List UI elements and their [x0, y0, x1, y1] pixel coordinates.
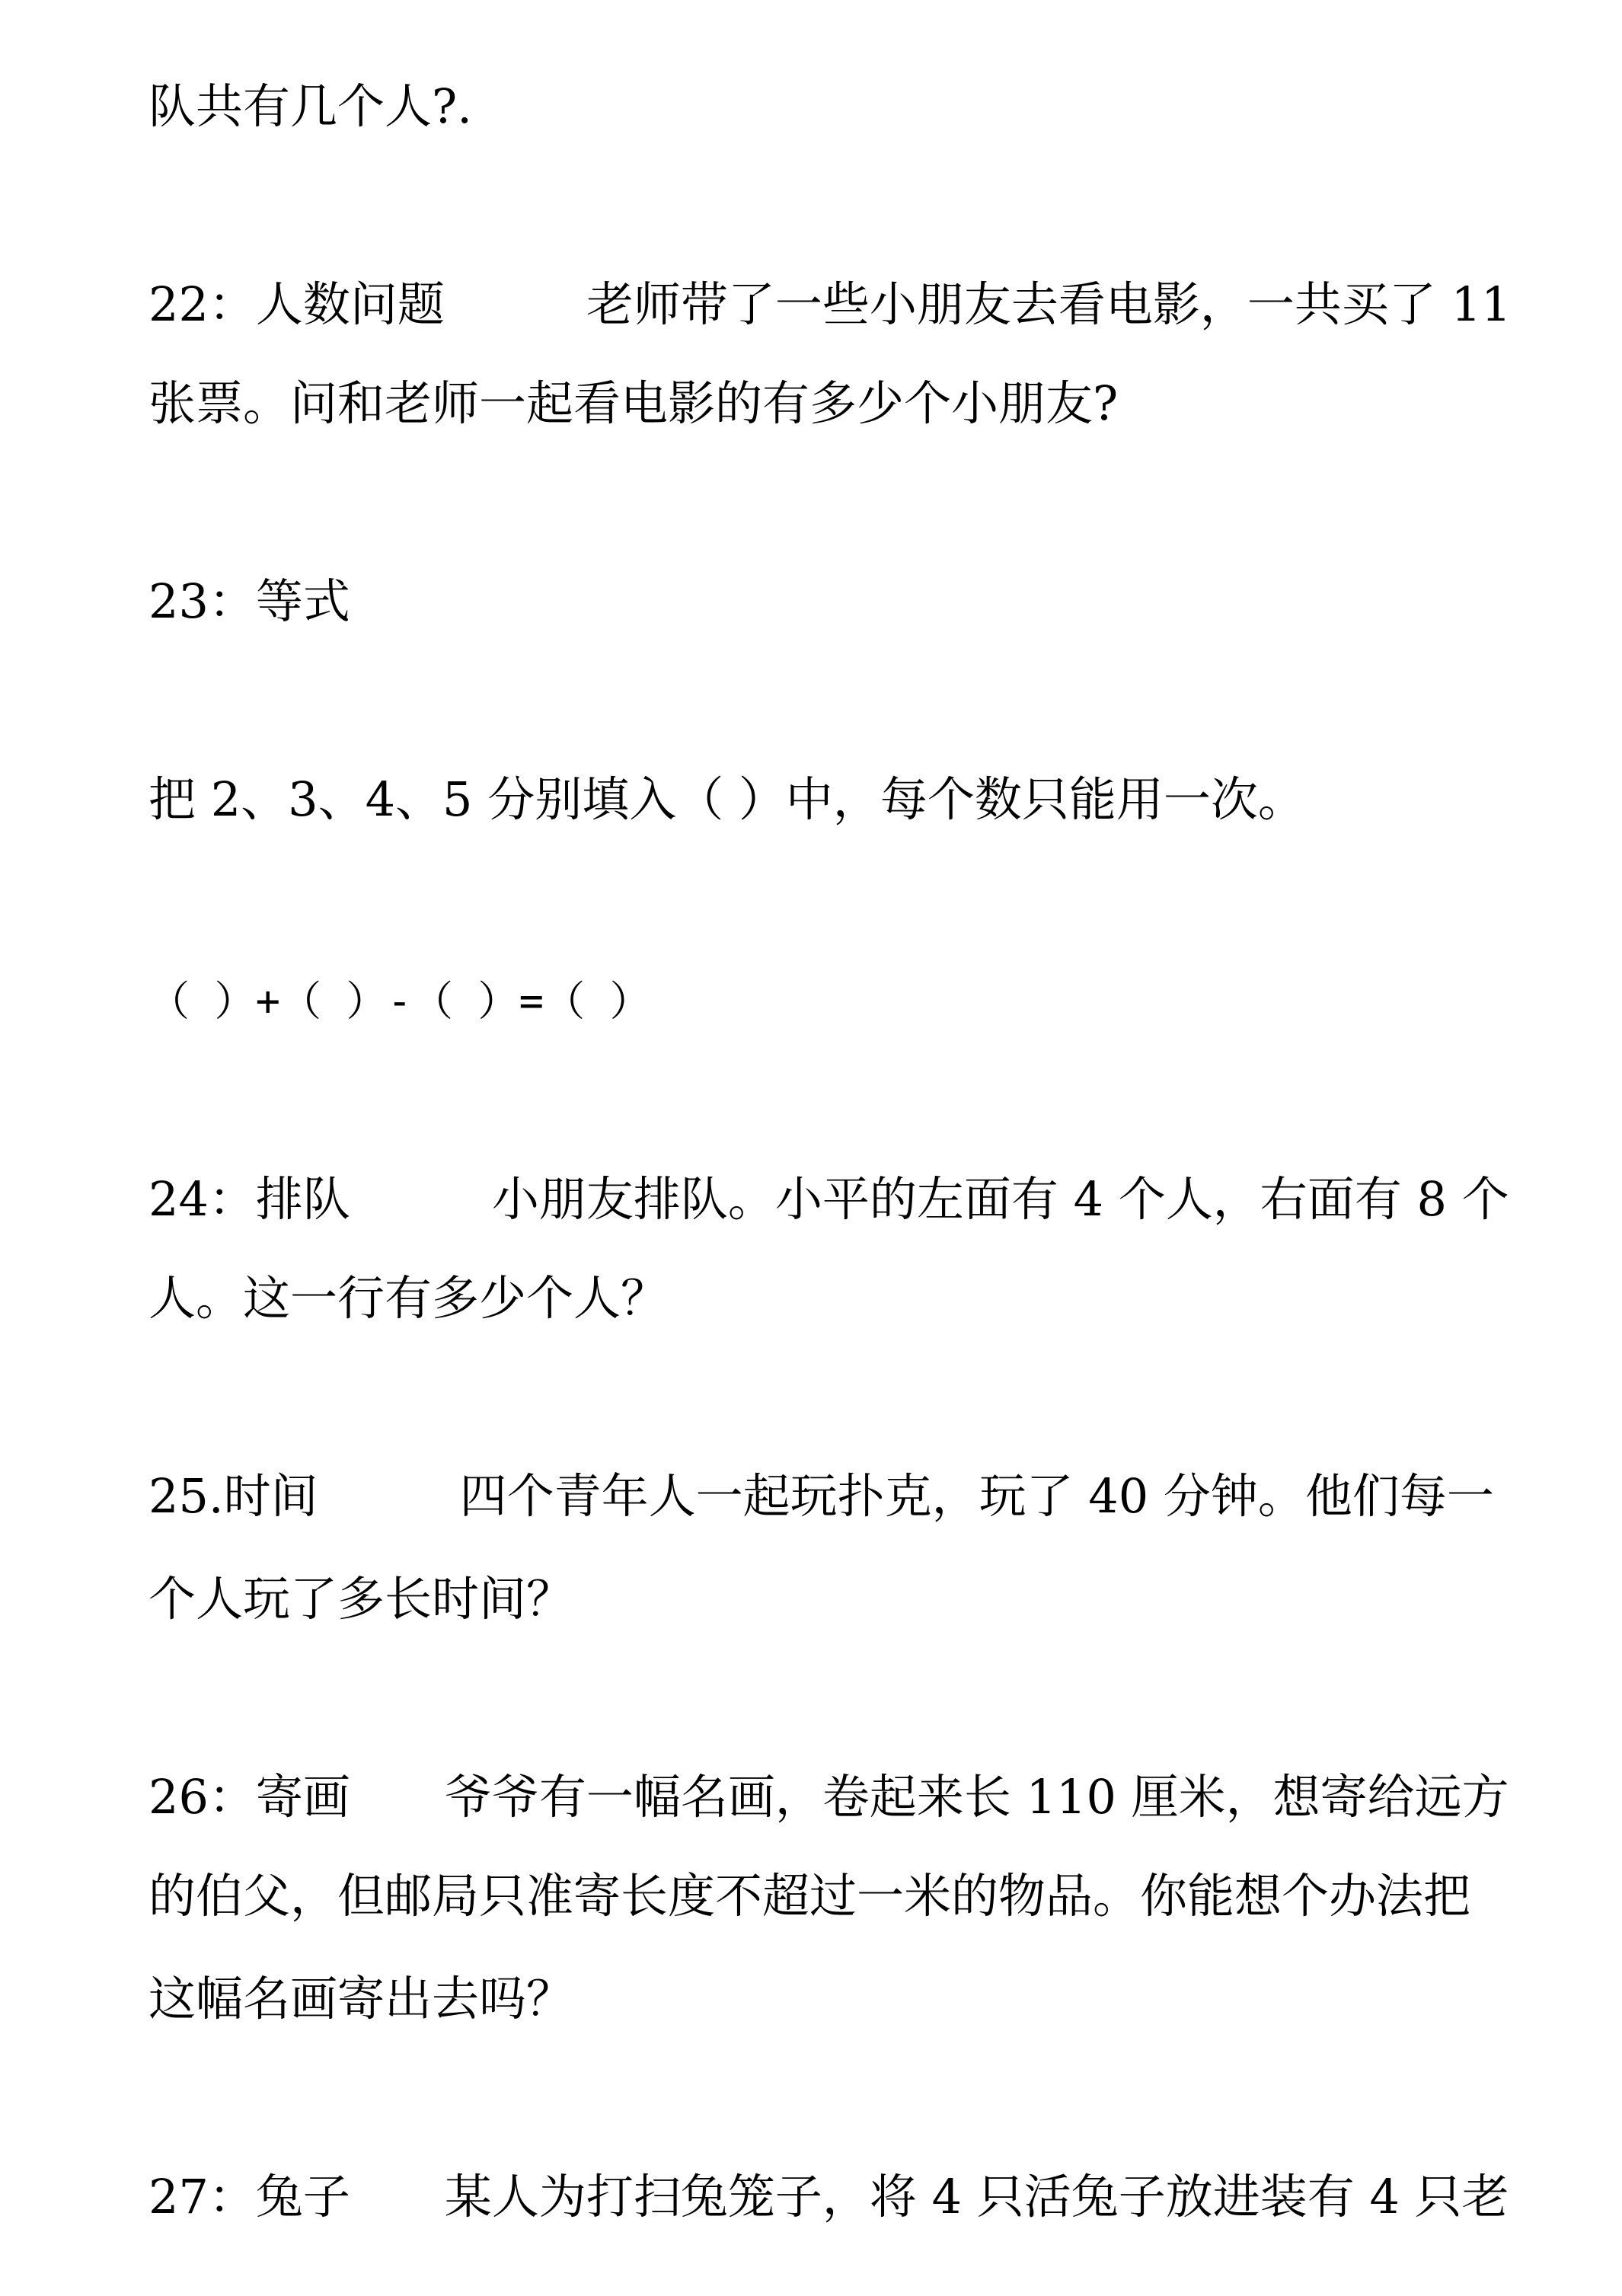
question-27-line-1: 27：兔子 某人为打扫兔笼子，将 4 只活兔子放进装有 4 只老: [148, 2169, 1509, 2224]
question-26-line-2: 的伯父，但邮局只准寄长度不超过一米的物品。你能想个办法把: [148, 1868, 1471, 1924]
question-24-line-1: 24：排队 小朋友排队。小平的左面有 4 个人，右面有 8 个: [148, 1171, 1509, 1227]
question-22-line-1: 22：人数问题 老师带了一些小朋友去看电影，一共买了 11: [148, 276, 1512, 332]
question-23-title: 23：等式: [148, 573, 350, 629]
question-23-equation: （ ）+（ ）-（ ）=（ ）: [148, 977, 651, 1025]
question-26-line-1: 26：寄画 爷爷有一幅名画，卷起来长 110 厘米，想寄给远方: [148, 1769, 1509, 1825]
question-25-line-1: 25.时间 四个青年人一起玩扑克，玩了 40 分钟。他们每一: [148, 1468, 1494, 1524]
question-23-instruction: 把 2、3、4、5 分别填入（ ）中，每个数只能用一次。: [148, 771, 1305, 827]
question-26-line-3: 这幅名画寄出去吗？: [148, 1971, 574, 2026]
question-24-line-2: 人。这一行有多少个人？: [148, 1270, 669, 1326]
text-line: 队共有几个人?.: [148, 78, 472, 134]
question-22-line-2: 张票。问和老师一起看电影的有多少个小朋友?: [148, 375, 1119, 431]
question-25-line-2: 个人玩了多长时间？: [148, 1571, 574, 1627]
